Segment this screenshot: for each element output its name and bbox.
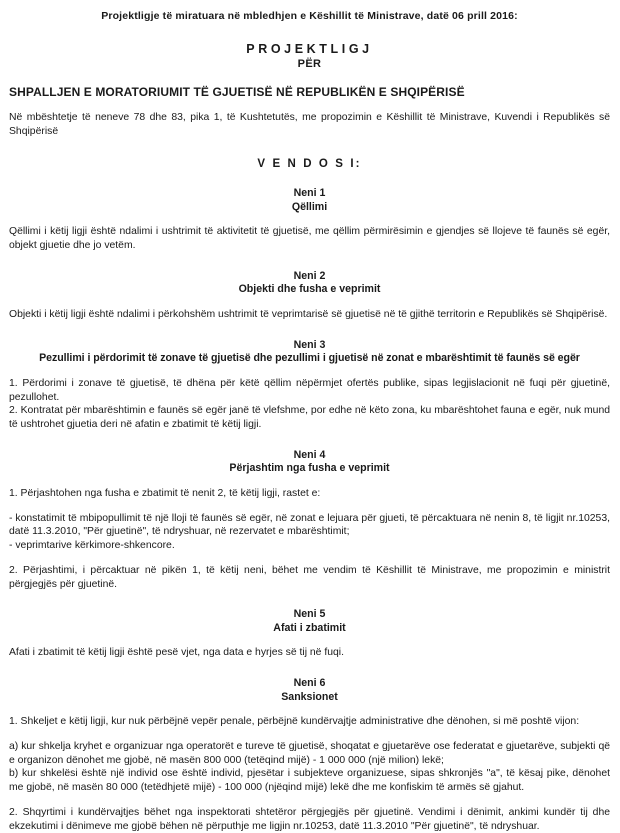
document-title-subject: SHPALLJEN E MORATORIUMIT TË GJUETISË NË REPUBLIKËN E SHQIPËRISË xyxy=(9,84,465,99)
article-heading-5 xyxy=(9,608,610,635)
article-6-paragraph-2: 2. Shqyrtimi i kundërvajtjes bëhet nga inspektorati shtetëror përgjegjës për gjuetinë. Vendimi i dënimit, ankimi kundër tij dhe ekzekutimi i dënimeve me gjobë bëhen në përputhje me ligjin nr.10253, datë 11.3.2010 "Për gjuetinë", të ndryshuar. xyxy=(9,806,610,832)
article-6-point-a: a) kur shkelja kryhet e organizuar nga operatorët e tureve të gjuetisë, shoqatat e gjuetarëve ose federatat e gjuetarëve, subjekti që e organizon dënohet me gjobë, në masën 800 000 (tetëqind mijë) - 1 000 000 (një milion) lekë; xyxy=(9,740,610,766)
article-6-point-b: b) kur shkelësi është një individ ose është individ, pjesëtar i subjekteve organizuese, sipas shkronjës "a", të kësaj pike, dënohet me gjobë, në masën 80 000 (tetëdhjetë mijë) - 100 000 (njëqind mijë) lekë dhe me konfiskim të armës së gjahut. xyxy=(9,768,610,794)
article-3-paragraph-2: 2. Kontratat për mbarështimin e faunës së egër janë të vlefshme, por edhe në këto zona, ku mbarështohet fauna e egër, nuk mund të ushtrohet gjuetia deri në afatin e zbatimit të këtij ligji. xyxy=(9,405,610,430)
article-number-6: Neni 6 xyxy=(293,677,326,690)
preamble-paragraph: Në mbështetje të neneve 78 dhe 83, pika 1, të Kushtetutës, me propozimin e Këshillit të Ministrave, Kuvendi i Republikës së Shqipërisë xyxy=(9,111,610,137)
document-title-for: PËR xyxy=(297,57,322,70)
article-heading-3 xyxy=(9,339,610,366)
article-number-4: Neni 4 xyxy=(293,448,326,461)
article-heading-4 xyxy=(9,449,610,476)
article-title-4: Përjashtim nga fusha e veprimit xyxy=(229,462,390,475)
article-number-3: Neni 3 xyxy=(293,338,326,351)
article-number-5: Neni 5 xyxy=(293,608,326,621)
article-4-paragraph-2: 2. Përjashtimi, i përcaktuar në pikën 1, të këtij neni, bëhet me vendim të Këshillit të Ministrave, me propozimin e ministrit përgjegjës për gjuetinë. xyxy=(9,564,610,590)
article-title-6: Sanksionet xyxy=(281,690,338,703)
article-heading-1 xyxy=(9,187,610,214)
article-4-bullet-1: - konstatimit të mbipopullimit të një lloji të faunës së egër, në zonat e lejuara për gjueti, të përcaktuara në nenin 8, të ligjit nr.10253, datë 11.3.2010, "Për gjuetinë", të ndryshuar, në rezervatet e mbarështimit; xyxy=(9,512,610,538)
article-title-2: Objekti dhe fusha e veprimit xyxy=(238,283,381,296)
article-2-paragraph-1: Objekti i këtij ligji është ndalimi i përkohshëm ushtrimit të veprimtarisë së gjuetisë në të gjithë territorin e Republikës së Shqipërisë. xyxy=(9,308,608,320)
article-heading-6 xyxy=(9,677,610,704)
article-number-2: Neni 2 xyxy=(293,269,326,282)
article-4-bullet-2: - veprimtarive kërkimore-shkencore. xyxy=(9,540,175,552)
article-title-3: Pezullimi i përdorimit të zonave të gjuetisë dhe pezullimi i gjuetisë në zonat e mbarështimit të faunës së egër xyxy=(39,352,580,365)
article-1-paragraph-1: Qëllimi i këtij ligji është ndalimi i ushtrimit të aktivitetit të gjuetisë, me qëllim përmirësimin e gjendjes së llojeve të faunës së egër, objekt gjuetie dhe jo vetëm. xyxy=(9,226,610,252)
document-header-line: Projektligje të miratuara në mbledhjen e Këshillit të Ministrave, datë 06 prill 2016: xyxy=(101,10,518,22)
document-title-main: PROJEKTLIGJ xyxy=(246,42,373,57)
enacting-clause: V E N D O S I: xyxy=(257,158,362,171)
article-heading-2 xyxy=(9,270,610,297)
article-3-paragraph-1: 1. Përdorimi i zonave të gjuetisë, të dhëna për këtë qëllim nëpërmjet ofertës publike, sipas legjislacionit në fuqi për gjuetinë, pezullohet. xyxy=(9,377,610,403)
article-4-paragraph-1: 1. Përjashtohen nga fusha e zbatimit të nenit 2, të këtij ligji, rastet e: xyxy=(9,487,321,499)
article-title-1: Qëllimi xyxy=(291,200,328,213)
article-5-paragraph-1: Afati i zbatimit të këtij ligji është pesë vjet, nga data e hyrjes së tij në fuqi. xyxy=(9,647,344,659)
article-title-5: Afati i zbatimit xyxy=(273,621,346,634)
article-6-paragraph-1: 1. Shkeljet e këtij ligji, kur nuk përbëjnë vepër penale, përbëjnë kundërvajtje administrative dhe dënohen, si më poshtë vijon: xyxy=(9,716,580,728)
article-number-1: Neni 1 xyxy=(293,187,326,200)
